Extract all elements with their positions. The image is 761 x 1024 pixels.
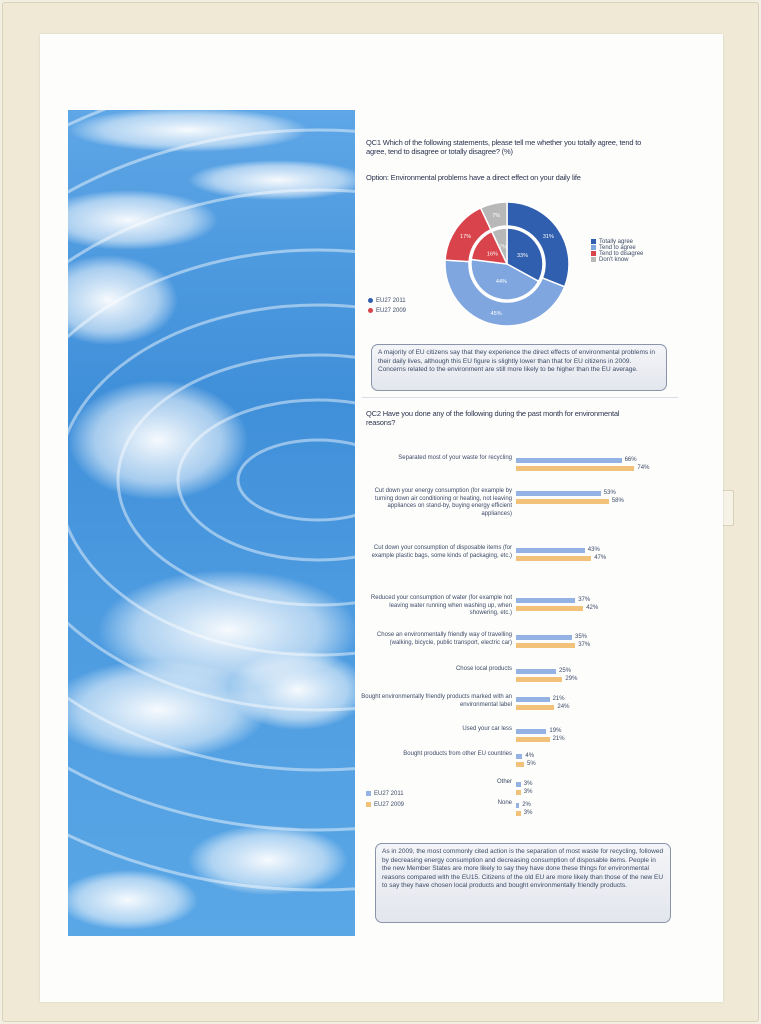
pie-label-inner-0: 33% — [516, 252, 529, 259]
legend-item-tend-to-agree: Tend to agree — [591, 245, 643, 251]
bar-value-label: 43% — [587, 547, 600, 553]
question-1: QC1 Which of the following statements, please tell me whether you totally agree, tend to agree, tend to disagree or totally disagree? (%) — [366, 138, 642, 156]
section-divider — [362, 397, 678, 398]
agreement-donut-chart — [440, 200, 575, 330]
bar-2009 — [516, 762, 524, 767]
bar-value-label: 42% — [586, 605, 599, 611]
pie-label-outer-1: 45% — [490, 310, 502, 317]
bar-category-label: Cut down your energy consumption (for example by turning down air conditioning or heating, not leaving appliances on stand-by, buying energy efficient appliances) — [374, 488, 512, 517]
legend-item-tend-to-disagree: Tend to disagree — [591, 251, 643, 257]
bar-category-label: Reduced your consumption of water (for example not leaving water running when washing up, when showering, etc.) — [370, 595, 512, 616]
sky-photo — [68, 110, 355, 936]
ring-legend — [368, 298, 406, 314]
question-2: QC2 Have you done any of the following during the past month for environmental reasons? — [366, 409, 620, 427]
bar-category-label: Used your car less — [462, 726, 512, 732]
bar-2009 — [516, 790, 521, 795]
bar-value-label: 66% — [624, 457, 637, 463]
pie-label-outer-0: 31% — [542, 233, 554, 240]
bar-value-label: 21% — [552, 736, 565, 742]
bar-value-label: 37% — [578, 642, 591, 648]
cloud-ripple-image — [68, 110, 355, 936]
bar-2011 — [516, 803, 519, 808]
legend-item-dont-know: Don't know — [591, 257, 643, 263]
legend-item-totally-agree: Totally agree — [591, 239, 643, 245]
bar-value-label: 3% — [523, 789, 533, 795]
bar-2009 — [516, 466, 634, 471]
summary-box-1: A majority of EU citizens say that they experience the direct effects of environmental problems in their daily lives, although this EU figure is slightly lower than that for EU citizens in 2009. Concerns related to the environment are still more likely to be higher than the EU average. — [371, 344, 667, 391]
bar-2011 — [516, 669, 556, 674]
bar-2011 — [516, 458, 622, 463]
bar-value-label: 25% — [559, 668, 572, 674]
bar-2009 — [516, 499, 609, 504]
bar-category-label: Other — [496, 779, 512, 785]
bar-legend — [366, 791, 404, 808]
bar-2011 — [516, 635, 572, 640]
bar-value-label: 35% — [575, 634, 588, 640]
bar-2009 — [516, 556, 591, 561]
bar-2009 — [516, 606, 583, 611]
bar-2009 — [516, 705, 554, 710]
pie-label-inner-2: 16% — [486, 251, 498, 258]
bar-value-label: 74% — [637, 465, 650, 471]
bar-2009 — [516, 811, 521, 816]
bar-2009 — [516, 677, 562, 682]
bar-2009 — [516, 643, 575, 648]
bar-2011 — [516, 598, 575, 603]
bar-value-label: 24% — [557, 704, 570, 710]
summary-box-2: As in 2009, the most commonly cited action is the separation of most waste for recycling, followed by decreasing energy consumption and decreasing consumption of disposable items. People in the new Member States are more likely to say they have done these things for environmental reasons compared with the EU15. Citizens of the old EU are more likely than those of the new EU to say they have chosen local products and bought environmentally friendly products. — [375, 843, 671, 923]
bar-value-label: 3% — [523, 781, 533, 787]
ring-legend-outer: EU27 2011 — [368, 298, 406, 304]
pie-label-outer-2: 17% — [460, 233, 472, 240]
bar-2011 — [516, 548, 585, 553]
ring-legend-inner: EU27 2009 — [368, 308, 406, 314]
bar-value-label: 47% — [594, 555, 607, 561]
bar-2011 — [516, 729, 546, 734]
bar-category-label: None — [497, 800, 512, 806]
pie-legend — [591, 239, 643, 263]
bar-2009 — [516, 737, 550, 742]
bar-value-label: 4% — [525, 753, 535, 759]
bar-category-label: Bought environmentally friendly products marked with an environmental label — [361, 694, 512, 708]
bar-category-label: Cut down your consumption of disposable items (for example plastic bags, some kinds of packaging, etc.) — [371, 545, 512, 559]
bar-2011 — [516, 491, 601, 496]
bar-value-label: 2% — [522, 802, 531, 808]
bar-value-label: 58% — [611, 498, 624, 504]
bar-category-label: Chose local products — [455, 666, 512, 672]
bar-value-label: 29% — [565, 676, 578, 682]
bar-category-label: Separated most of your waste for recycling — [398, 455, 512, 461]
bar-legend-2011: EU27 2011 — [366, 791, 404, 797]
bar-2011 — [516, 782, 521, 787]
bar-value-label: 19% — [549, 728, 562, 734]
pie-label-outer-3: 7% — [492, 213, 501, 220]
bar-category-label: Bought products from other EU countries — [403, 751, 512, 757]
bar-legend-2009: EU27 2009 — [366, 802, 404, 808]
bar-value-label: 3% — [523, 810, 533, 816]
bar-value-label: 5% — [527, 761, 536, 767]
question-1-item: Option: Environmental problems have a direct effect on your daily life — [366, 173, 581, 182]
pie-label-inner-3: 7% — [499, 244, 508, 251]
bar-value-label: 21% — [552, 696, 565, 702]
bar-value-label: 37% — [578, 597, 591, 603]
pie-label-inner-1: 44% — [495, 279, 507, 286]
bar-category-label: Chose an environmentally friendly way of travelling (walking, bicycle, public transport, electric car) — [376, 632, 512, 646]
bar-2011 — [516, 697, 550, 702]
bar-2011 — [516, 754, 522, 759]
bar-value-label: 53% — [603, 490, 616, 496]
